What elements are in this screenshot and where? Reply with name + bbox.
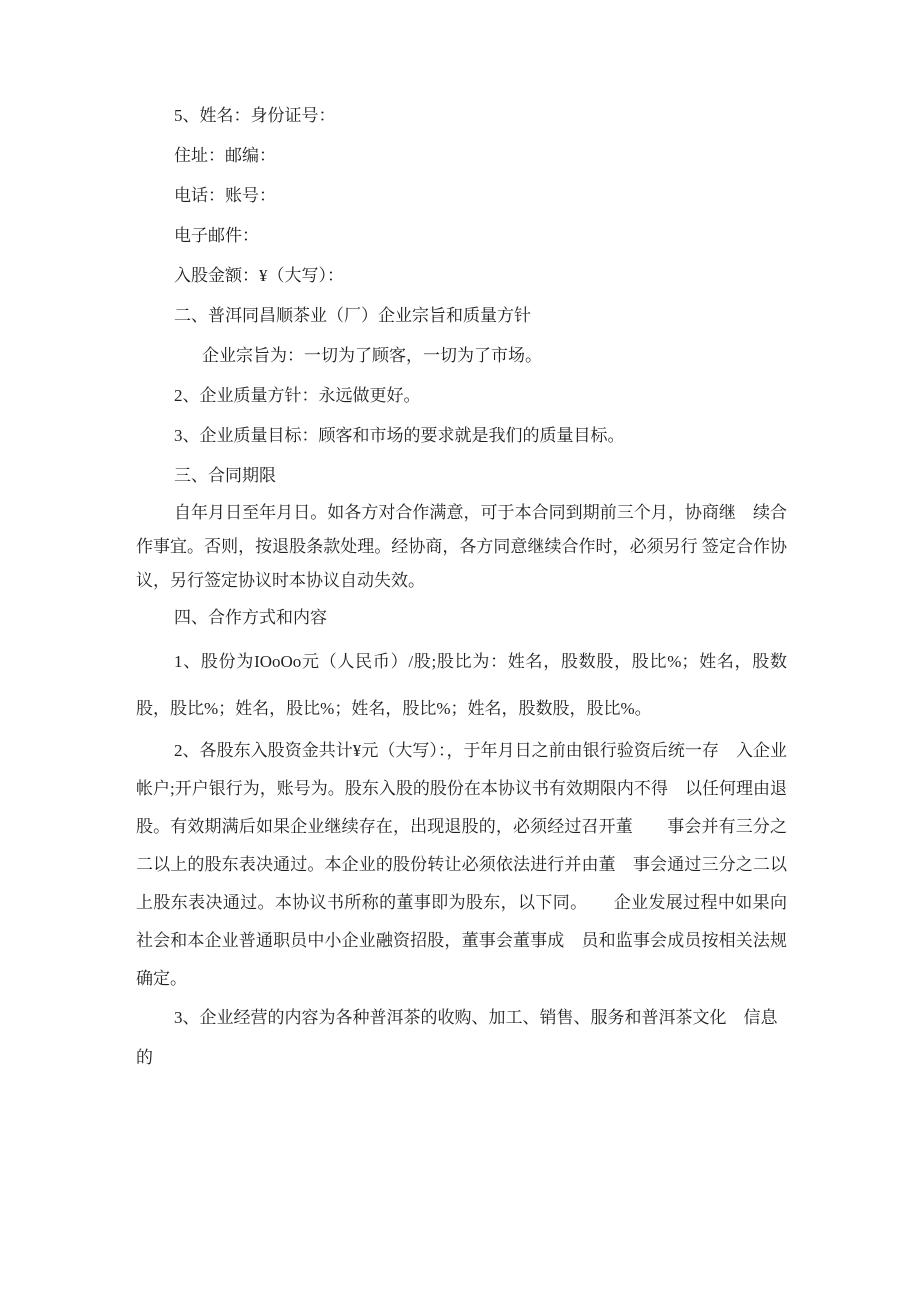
section3-term-paragraph: 自年月日至年月日。如各方对合作满意，可于本合同到期前三个月，协商继 续合作事宜。否则，按退股条款处理。经协商，各方同意继续合作时，必须另行 签定合作协议，另行签定协议时本协议自动失效。	[136, 503, 787, 590]
section4-heading: 四、合作方式和内容	[174, 608, 327, 627]
section3-heading: 三、合同期限	[174, 466, 276, 485]
section4-item2-capital: 2、各股东入股资金共计¥元（大写）：，于年月日之前由银行验资后统一存 入企业帐户;开户银行为，账号为。股东入股的股份在本协议书有效期限内不得 以任何理由退股。有效期满后如果企业继续存在，出现退股的，必须经过召开董 事会并有三分之二以上的股东表决通过。本企业的股份转让必须依法进行并由董 事会通过三分之二以上股东表决通过。本协议书所称的董事即为股东，以下同。 企业发展过程中如果向社会和本企业普通职员中小企业融资招股，董事会董事成 员和监事会成员按相关法规确定。	[136, 741, 787, 988]
document-page	[136, 96, 787, 1078]
section2-heading: 二、普洱同昌顺茶业（厂）企业宗旨和质量方针	[174, 306, 531, 325]
section4-item1-shares: 1、股份为IOoOo元（人民币）/股;股比为：姓名，股数股，股比%；姓名，股数股，股比%；姓名，股比%；姓名，股比%；姓名，股数股，股比%。	[136, 652, 787, 718]
section2-quality-goal: 3、企业质量目标：顾客和市场的要求就是我们的质量目标。	[174, 426, 625, 445]
field-phone-account: 电话：账号：	[174, 186, 276, 205]
field-name-idnumber: 5、姓名：身份证号：	[174, 106, 336, 125]
field-email: 电子邮件：	[174, 226, 259, 245]
section4-item3-business: 3、企业经营的内容为各种普洱茶的收购、加工、销售、服务和普洱茶文化 信息的	[136, 1008, 778, 1067]
section2-quality-policy: 2、企业质量方针：永远做更好。	[174, 386, 421, 405]
section2-purpose: 企业宗旨为：一切为了顾客，一切为了市场。	[202, 346, 542, 365]
field-investment-amount: 入股金额：¥（大写）：	[174, 266, 344, 285]
field-address-zip: 住址：邮编：	[174, 146, 276, 165]
